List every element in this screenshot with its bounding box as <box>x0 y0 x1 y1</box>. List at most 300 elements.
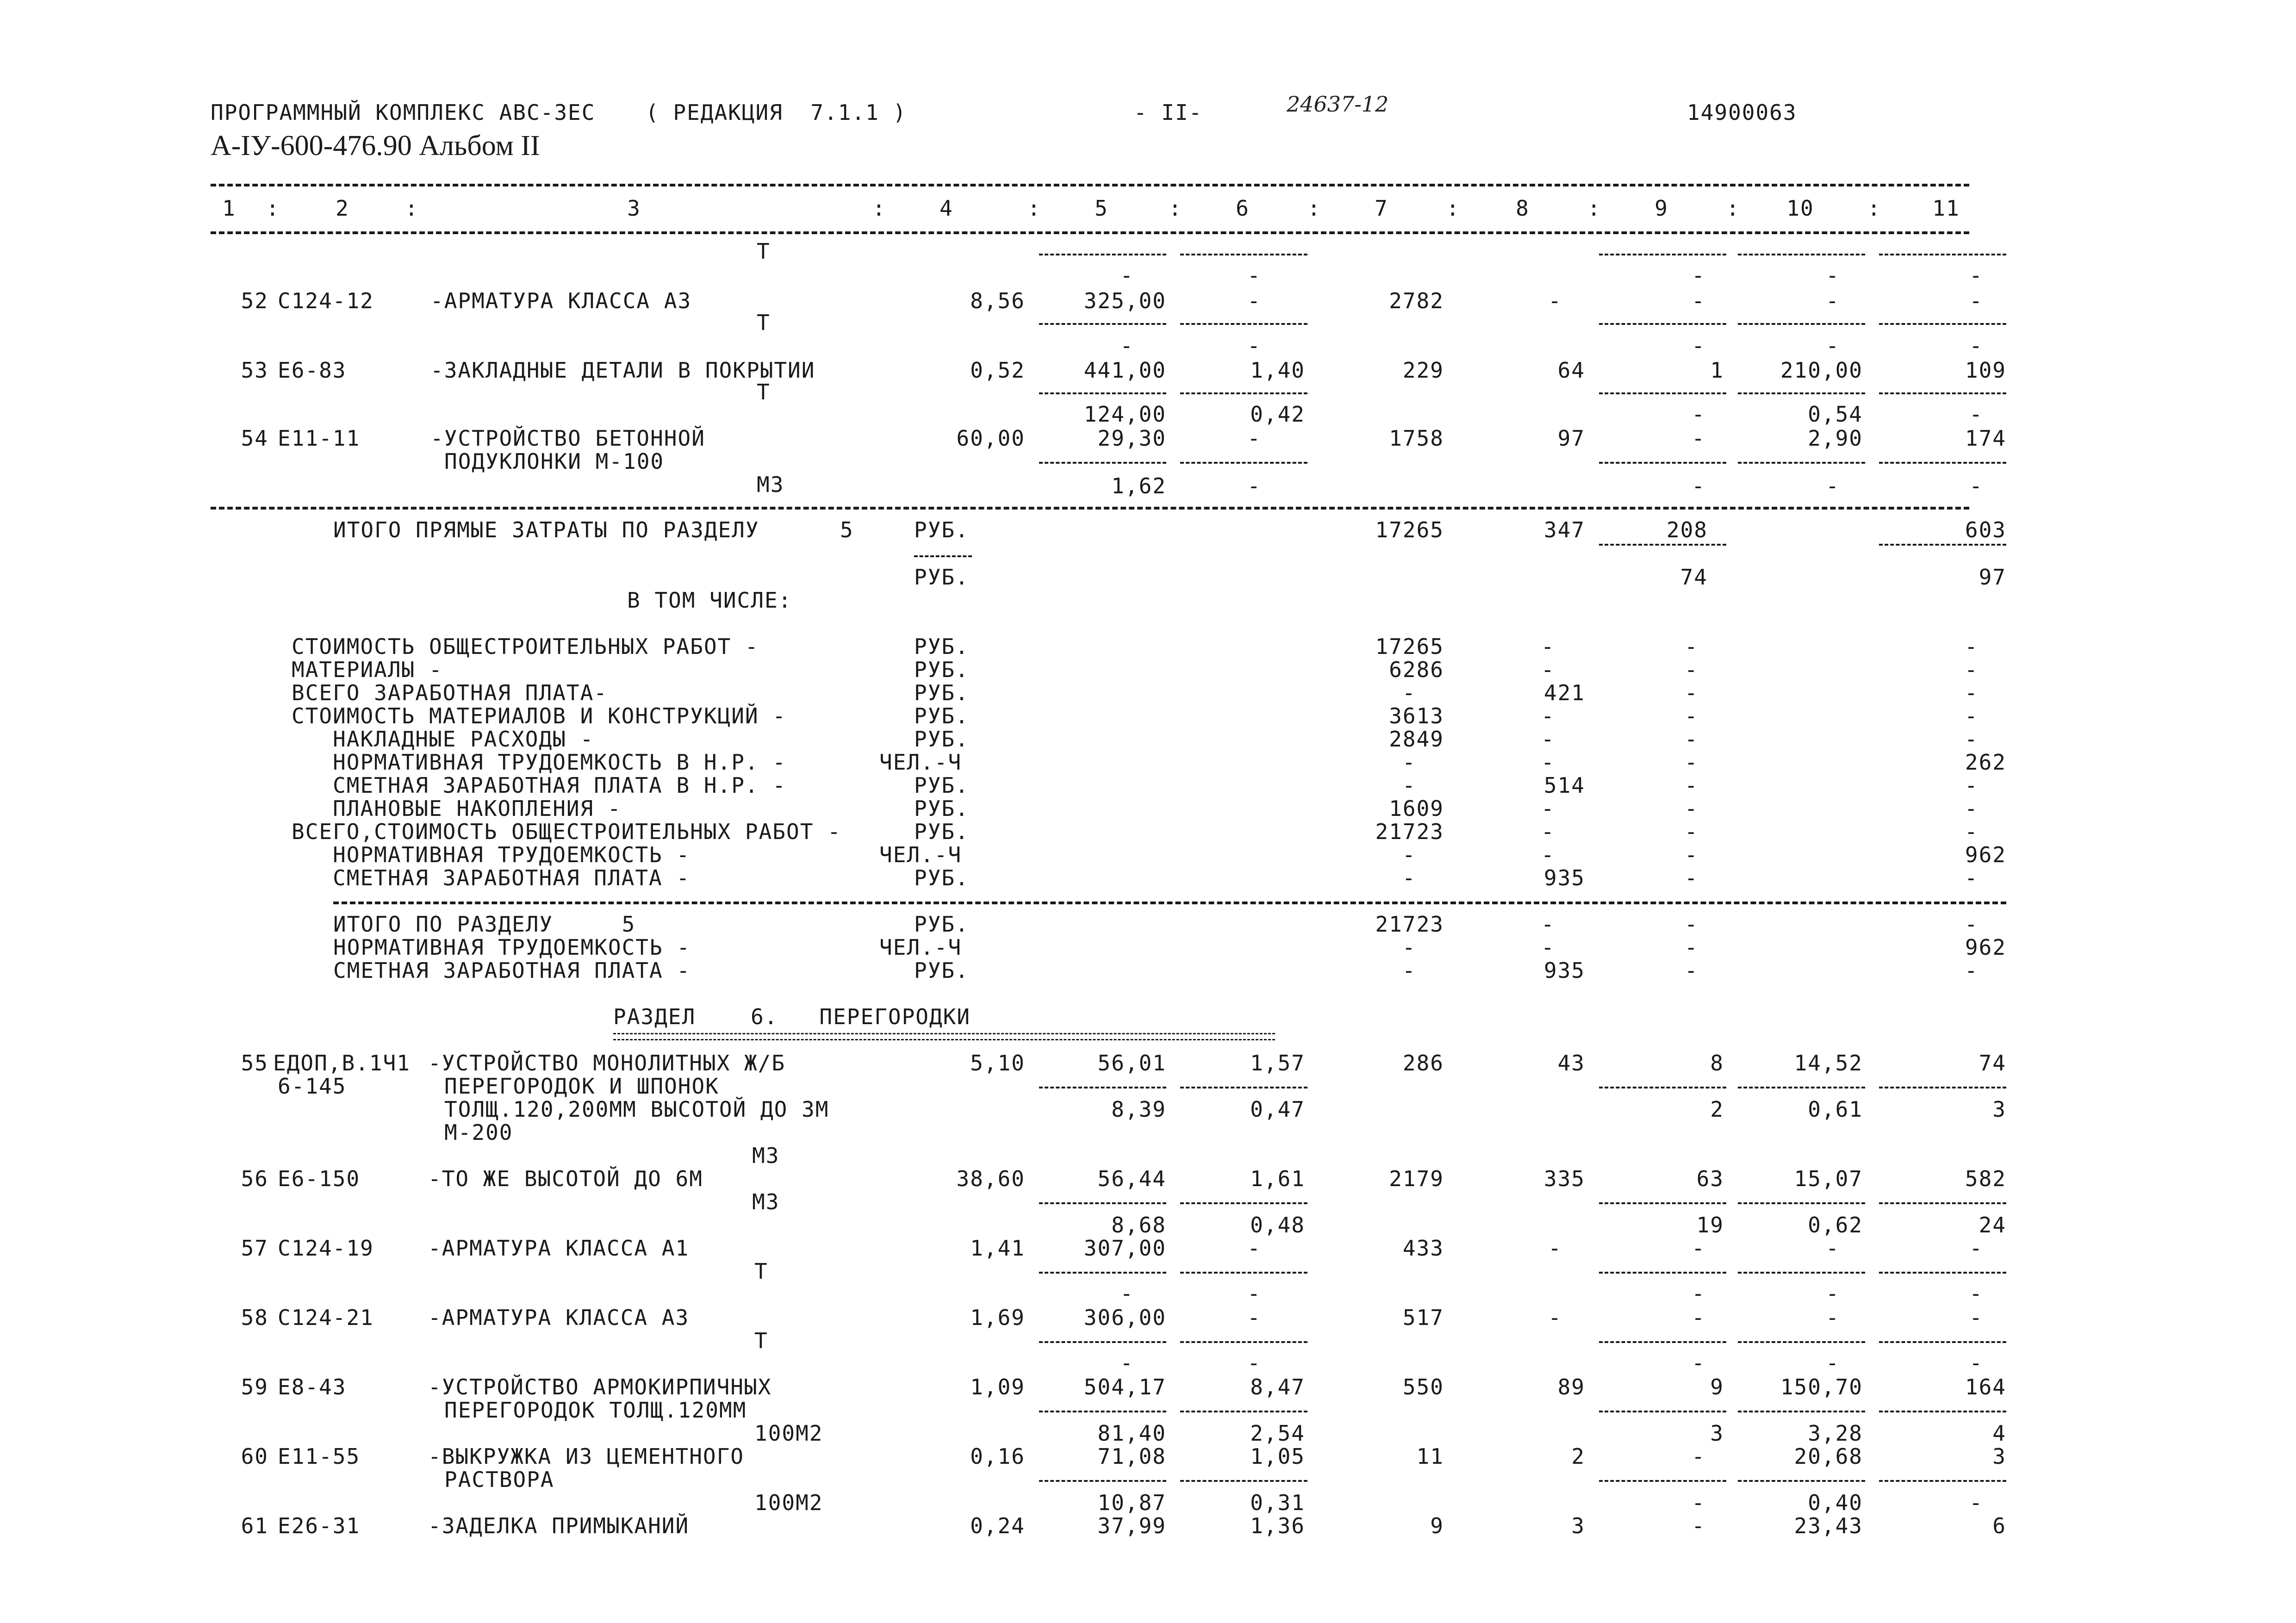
breakdown-c7: 21723 <box>1375 819 1444 844</box>
row-unit-cost: 441,00 <box>1083 358 1166 383</box>
cell-rule <box>1599 323 1726 325</box>
cell-rule <box>1879 254 2006 255</box>
row-number: 59 <box>241 1374 268 1399</box>
dash: - <box>1247 263 1261 288</box>
col-sep: : <box>1726 196 1740 221</box>
section-heading: РАЗДЕЛ 6. ПЕРЕГОРОДКИ <box>613 1004 971 1029</box>
col-4: 4 <box>940 196 953 221</box>
col-sep: : <box>1446 196 1460 221</box>
breakdown-unit: РУБ. <box>914 865 969 890</box>
cell-rule <box>1599 544 1726 546</box>
dash: - <box>1692 1350 1705 1375</box>
row-description: -ЗАКЛАДНЫЕ ДЕТАЛИ В ПОКРЫТИИ <box>430 358 815 383</box>
breakdown-c9: - <box>1685 842 1699 867</box>
breakdown-c9: - <box>1685 634 1699 659</box>
dash: - <box>1692 1490 1705 1515</box>
cell-rule <box>1879 1272 2006 1274</box>
row-total-cost: 517 <box>1402 1305 1444 1330</box>
breakdown-c7: - <box>1402 773 1416 798</box>
breakdown-c8: - <box>1541 727 1555 752</box>
section-total-unit: ЧЕЛ.-Ч <box>879 935 962 960</box>
breakdown-unit: РУБ. <box>914 680 969 705</box>
total-c9: 208 <box>1666 517 1708 542</box>
total-c9: 74 <box>1680 565 1708 590</box>
cell-rule <box>1180 392 1307 394</box>
row-sub-c5: 81,40 <box>1097 1421 1166 1446</box>
row-total-cost: 2179 <box>1389 1166 1444 1191</box>
cell-rule <box>1180 1480 1307 1482</box>
row-c10: 2,90 <box>1808 426 1863 451</box>
cell-rule <box>1039 392 1166 394</box>
col-9: 9 <box>1655 196 1668 221</box>
cell-rule <box>1039 1341 1166 1343</box>
row-unit-cost: 56,44 <box>1097 1166 1166 1191</box>
cell-rule <box>1879 1341 2006 1343</box>
cell-rule <box>1879 392 2006 394</box>
dash: - <box>1969 263 1983 288</box>
col-5: 5 <box>1095 196 1108 221</box>
dash: - <box>1247 473 1261 498</box>
dash: - <box>1969 288 1983 313</box>
cell-rule <box>1879 323 2006 325</box>
row-sub-c5: 124,00 <box>1083 402 1166 427</box>
breakdown-c9: - <box>1685 727 1699 752</box>
total-c7: 17265 <box>1375 517 1444 542</box>
cell-rule <box>1599 1202 1726 1204</box>
dash: - <box>1826 263 1840 288</box>
cell-rule <box>1738 323 1865 325</box>
breakdown-c7: 6286 <box>1389 657 1444 682</box>
breakdown-c11: 262 <box>1965 750 2006 775</box>
row-unit-cost: 29,30 <box>1097 426 1166 451</box>
cell-rule <box>1039 462 1166 464</box>
col-6: 6 <box>1236 196 1250 221</box>
section-total-label: ИТОГО ПО РАЗДЕЛУ 5 <box>333 912 636 937</box>
cell-rule <box>1879 1087 2006 1088</box>
header-rule-bottom <box>211 231 1969 234</box>
row-unit: Т <box>757 310 771 335</box>
row-unit: Т <box>754 1259 768 1284</box>
section-total-c7: - <box>1402 958 1416 983</box>
breakdown-c8: 514 <box>1543 773 1585 798</box>
row-total-cost: 2782 <box>1389 288 1444 313</box>
total-c11: 603 <box>1965 517 2006 542</box>
col-sep: : <box>1307 196 1321 221</box>
row-total-cost: 550 <box>1402 1374 1444 1399</box>
cell-rule <box>1180 323 1307 325</box>
dash: - <box>1692 1305 1705 1330</box>
row-number: 61 <box>241 1513 268 1538</box>
col-sep: : <box>266 196 280 221</box>
row-total-cost: 11 <box>1416 1444 1444 1469</box>
breakdown-c8: - <box>1541 842 1555 867</box>
total-unit: РУБ. <box>914 565 969 590</box>
row-c11: 109 <box>1965 358 2006 383</box>
breakdown-unit: РУБ. <box>914 819 969 844</box>
section-total-c11: 962 <box>1965 935 2006 960</box>
cell-rule <box>1039 1411 1166 1412</box>
dash: - <box>1826 1281 1840 1306</box>
row-unit: Т <box>757 379 771 404</box>
row-description: ПОДУКЛОНКИ М-100 <box>444 449 665 474</box>
row-quantity: 0,52 <box>970 358 1025 383</box>
row-unit: Т <box>754 1328 768 1353</box>
row-description: -УСТРОЙСТВО МОНОЛИТНЫХ Ж/Б <box>428 1051 786 1076</box>
row-c10: 210,00 <box>1780 358 1863 383</box>
dash: - <box>1247 1281 1261 1306</box>
dash: - <box>1826 1305 1840 1330</box>
cell-rule <box>1738 1087 1865 1088</box>
col-sep: : <box>1027 196 1041 221</box>
dash: - <box>1120 263 1134 288</box>
section-total-label: НОРМАТИВНАЯ ТРУДОЕМКОСТЬ - <box>333 935 691 960</box>
cell-rule <box>1180 1341 1307 1343</box>
col-sep: : <box>405 196 419 221</box>
breakdown-unit: РУБ. <box>914 634 969 659</box>
row-sub-c9: 3 <box>1710 1421 1724 1446</box>
breakdown-label: НОРМАТИВНАЯ ТРУДОЕМКОСТЬ В Н.Р. - <box>292 750 786 775</box>
row-quantity: 1,41 <box>970 1236 1025 1261</box>
section-total-c9: - <box>1685 935 1699 960</box>
section-total-c7: 21723 <box>1375 912 1444 937</box>
breakdown-c11: - <box>1965 657 1979 682</box>
album-title: А-IУ-600-476.90 Альбом II <box>211 130 540 162</box>
row-code: 6-145 <box>278 1074 347 1099</box>
row-quantity: 38,60 <box>956 1166 1025 1191</box>
breakdown-c8: 421 <box>1543 680 1585 705</box>
row-unit: М3 <box>752 1143 780 1168</box>
breakdown-c11: - <box>1965 819 1979 844</box>
dash: - <box>1826 1350 1840 1375</box>
cell-rule <box>1039 1087 1166 1088</box>
breakdown-label: НОРМАТИВНАЯ ТРУДОЕМКОСТЬ - <box>292 842 691 867</box>
cell-rule <box>1599 1087 1726 1088</box>
breakdown-unit: РУБ. <box>914 703 969 728</box>
row-c11: 164 <box>1965 1374 2006 1399</box>
dash: - <box>1692 473 1705 498</box>
breakdown-c7: 1609 <box>1389 796 1444 821</box>
row-c6: 1,61 <box>1250 1166 1305 1191</box>
row-sub-c6: 0,31 <box>1250 1490 1305 1515</box>
row-c8: 335 <box>1543 1166 1585 1191</box>
row-c6: 1,40 <box>1250 358 1305 383</box>
row-code: Е6-150 <box>278 1166 361 1191</box>
col-11: 11 <box>1932 196 1960 221</box>
dash: - <box>1969 1236 1983 1261</box>
dash: - <box>1969 402 1983 427</box>
row-unit-cost: 37,99 <box>1097 1513 1166 1538</box>
col-3: 3 <box>627 196 641 221</box>
section-total-c9: - <box>1685 912 1699 937</box>
dash: - <box>1247 288 1261 313</box>
row-total-cost: 229 <box>1402 358 1444 383</box>
row-c9: 8 <box>1710 1051 1724 1076</box>
row-description: -ВЫКРУЖКА ИЗ ЦЕМЕНТНОГО <box>428 1444 744 1469</box>
cell-rule <box>1599 1272 1726 1274</box>
row-code: С124-12 <box>278 288 374 313</box>
row-number: 55 <box>241 1051 268 1076</box>
section-heading-underline <box>613 1033 1275 1040</box>
row-c6: 8,47 <box>1250 1374 1305 1399</box>
breakdown-unit: ЧЕЛ.-Ч <box>879 750 962 775</box>
row-total-cost: 9 <box>1430 1513 1444 1538</box>
cell-rule <box>1879 1480 2006 1482</box>
breakdown-c7: 2849 <box>1389 727 1444 752</box>
cell-rule <box>1039 1272 1166 1274</box>
row-description: -АРМАТУРА КЛАССА А1 <box>428 1236 690 1261</box>
row-c8: 64 <box>1557 358 1585 383</box>
cell-rule <box>1738 1272 1865 1274</box>
dash: - <box>1826 1236 1840 1261</box>
dash: - <box>1247 333 1261 358</box>
section-total-c8: 935 <box>1543 958 1585 983</box>
row-quantity: 1,09 <box>970 1374 1025 1399</box>
breakdown-c8: - <box>1541 750 1555 775</box>
breakdown-unit: РУБ. <box>914 796 969 821</box>
row-unit-cost: 325,00 <box>1083 288 1166 313</box>
breakdown-c11: - <box>1965 773 1979 798</box>
dash: - <box>1969 1350 1983 1375</box>
row-quantity: 1,69 <box>970 1305 1025 1330</box>
dash: - <box>1548 288 1562 313</box>
row-sub-c10: 0,61 <box>1808 1097 1863 1122</box>
row-quantity: 0,16 <box>970 1444 1025 1469</box>
row-sub-c10: 0,40 <box>1808 1490 1863 1515</box>
cell-rule <box>1599 392 1726 394</box>
section-total-label: СМЕТНАЯ ЗАРАБОТНАЯ ПЛАТА - <box>333 958 691 983</box>
row-sub-c10: 3,28 <box>1808 1421 1863 1446</box>
row-c10: 14,52 <box>1794 1051 1863 1076</box>
total-unit: РУБ. <box>914 517 969 542</box>
row-description: ПЕРЕГОРОДОК И ШПОНОК <box>444 1074 719 1099</box>
row-c10: 15,07 <box>1794 1166 1863 1191</box>
row-number: 54 <box>241 426 268 451</box>
breakdown-label: ВСЕГО,СТОИМОСТЬ ОБЩЕСТРОИТЕЛЬНЫХ РАБОТ - <box>292 819 841 844</box>
row-total-cost: 433 <box>1402 1236 1444 1261</box>
dash: - <box>1826 288 1840 313</box>
cell-rule <box>1039 254 1166 255</box>
row-sub-c9: 19 <box>1696 1213 1724 1237</box>
section-total-unit: РУБ. <box>914 958 969 983</box>
dash: - <box>1692 402 1705 427</box>
breakdown-c8: - <box>1541 796 1555 821</box>
row-c10: 150,70 <box>1780 1374 1863 1399</box>
breakdown-c7: 17265 <box>1375 634 1444 659</box>
row-sub-c5: 8,68 <box>1111 1213 1166 1237</box>
dash: - <box>1969 1490 1983 1515</box>
col-10: 10 <box>1786 196 1814 221</box>
row-code: Е8-43 <box>278 1374 347 1399</box>
row-c10: 20,68 <box>1794 1444 1863 1469</box>
breakdown-c7: - <box>1402 680 1416 705</box>
row-sub-c11: 4 <box>1992 1421 2006 1446</box>
breakdown-label: ПЛАНОВЫЕ НАКОПЛЕНИЯ - <box>292 796 622 821</box>
dash: - <box>1969 473 1983 498</box>
row-unit-cost: 306,00 <box>1083 1305 1166 1330</box>
dash: - <box>1692 1281 1705 1306</box>
row-description: РАСТВОРА <box>444 1467 554 1492</box>
row-number: 56 <box>241 1166 268 1191</box>
breakdown-c9: - <box>1685 680 1699 705</box>
dash: - <box>1120 1350 1134 1375</box>
breakdown-c7: 3613 <box>1389 703 1444 728</box>
breakdown-unit: РУБ. <box>914 727 969 752</box>
breakdown-c9: - <box>1685 657 1699 682</box>
cell-rule <box>1180 462 1307 464</box>
row-total-cost: 1758 <box>1389 426 1444 451</box>
breakdown-unit: РУБ. <box>914 657 969 682</box>
doc-code: 14900063 <box>1687 100 1797 125</box>
breakdown-c7: - <box>1402 842 1416 867</box>
page-number: - II- <box>1134 100 1203 125</box>
row-c8: 97 <box>1557 426 1585 451</box>
row-quantity: 5,10 <box>970 1051 1025 1076</box>
row-description: -УСТРОЙСТВО АРМОКИРПИЧНЫХ <box>428 1374 772 1399</box>
breakdown-c7: - <box>1402 750 1416 775</box>
breakdown-c9: - <box>1685 750 1699 775</box>
breakdown-c9: - <box>1685 819 1699 844</box>
total-c8: 347 <box>1543 517 1585 542</box>
edition: ( РЕДАКЦИЯ 7.1.1 ) <box>646 100 907 125</box>
cell-rule <box>1738 462 1865 464</box>
breakdown-c11: - <box>1965 680 1979 705</box>
total-label: ИТОГО ПРЯМЫЕ ЗАТРАТЫ ПО РАЗДЕЛУ <box>333 517 759 542</box>
dash: - <box>1247 426 1261 451</box>
row-description: -АРМАТУРА КЛАССА А3 <box>430 288 692 313</box>
dash: - <box>1247 1236 1261 1261</box>
breakdown-label: НАКЛАДНЫЕ РАСХОДЫ - <box>292 727 594 752</box>
header-rule-top <box>211 184 1969 187</box>
row-sub-c10: 0,54 <box>1808 402 1863 427</box>
row-c11: 6 <box>1992 1513 2006 1538</box>
breakdown-c9: - <box>1685 773 1699 798</box>
breakdown-c11: - <box>1965 796 1979 821</box>
cell-rule <box>1180 1087 1307 1088</box>
row-code: Е11-11 <box>278 426 361 451</box>
row-code: ЕДОП,В.1Ч1 <box>273 1051 411 1076</box>
row-c6: 1,36 <box>1250 1513 1305 1538</box>
row-code: С124-19 <box>278 1236 374 1261</box>
row-c6: 1,57 <box>1250 1051 1305 1076</box>
dash: - <box>1120 333 1134 358</box>
col-sep: : <box>1587 196 1601 221</box>
breakdown-c11: - <box>1965 727 1979 752</box>
row-unit-cost: 56,01 <box>1097 1051 1166 1076</box>
dash: - <box>1120 1281 1134 1306</box>
row-c11: 74 <box>1979 1051 2006 1076</box>
dash: - <box>1692 426 1705 451</box>
row-sub-c6: 0,48 <box>1250 1213 1305 1237</box>
row-c9: 63 <box>1696 1166 1724 1191</box>
row-code: Е6-83 <box>278 358 347 383</box>
breakdown-c8: - <box>1541 657 1555 682</box>
cell-rule <box>1039 1480 1166 1482</box>
row-c9: 9 <box>1710 1374 1724 1399</box>
dash: - <box>1692 1513 1705 1538</box>
row-quantity: 0,24 <box>970 1513 1025 1538</box>
cell-rule <box>1879 1411 2006 1412</box>
cell-rule <box>1599 254 1726 255</box>
row-number: 58 <box>241 1305 268 1330</box>
row-sub-c11: 3 <box>1992 1097 2006 1122</box>
section-total-c7: - <box>1402 935 1416 960</box>
row-c9: 1 <box>1710 358 1724 383</box>
col-8: 8 <box>1516 196 1530 221</box>
row-c11: 174 <box>1965 426 2006 451</box>
dash: - <box>1692 333 1705 358</box>
row-c8: 3 <box>1571 1513 1585 1538</box>
section-rule <box>211 507 1969 510</box>
row-unit: 100М2 <box>754 1421 823 1446</box>
dash: - <box>1692 263 1705 288</box>
row-unit-cost: 504,17 <box>1083 1374 1166 1399</box>
section-rule <box>333 902 2006 904</box>
unit-label: Т <box>757 239 771 264</box>
dash: - <box>1247 1305 1261 1330</box>
row-code: Е26-31 <box>278 1513 361 1538</box>
cell-rule <box>1738 1480 1865 1482</box>
cell-rule <box>1039 323 1166 325</box>
row-c11: 582 <box>1965 1166 2006 1191</box>
row-code: Е11-55 <box>278 1444 361 1469</box>
row-description: М-200 <box>444 1120 513 1145</box>
dash: - <box>1692 288 1705 313</box>
breakdown-label: СМЕТНАЯ ЗАРАБОТНАЯ ПЛАТА - <box>292 865 691 890</box>
cell-rule <box>1180 254 1307 255</box>
dash: - <box>1826 473 1840 498</box>
cell-rule <box>1180 1272 1307 1274</box>
row-number: 57 <box>241 1236 268 1261</box>
cell-rule <box>1738 1411 1865 1412</box>
row-sub-c10: 0,62 <box>1808 1213 1863 1237</box>
row-sub-c11: 24 <box>1979 1213 2006 1237</box>
breakdown-label: СТОИМОСТЬ ОБЩЕСТРОИТЕЛЬНЫХ РАБОТ - <box>292 634 759 659</box>
row-description: -УСТРОЙСТВО БЕТОННОЙ <box>430 426 705 451</box>
row-sub-c6: 0,47 <box>1250 1097 1305 1122</box>
cell-rule <box>1599 1480 1726 1482</box>
cell-rule <box>1738 1202 1865 1204</box>
breakdown-c11: - <box>1965 634 1979 659</box>
section-total-c8: - <box>1541 912 1555 937</box>
cell-rule <box>1738 392 1865 394</box>
row-c6: 1,05 <box>1250 1444 1305 1469</box>
col-2: 2 <box>336 196 349 221</box>
breakdown-c7: - <box>1402 865 1416 890</box>
section-total-c8: - <box>1541 935 1555 960</box>
row-unit: М3 <box>752 1189 780 1214</box>
row-sub-c5: 10,87 <box>1097 1490 1166 1515</box>
row-sub-c5: 8,39 <box>1111 1097 1166 1122</box>
cell-rule <box>1738 254 1865 255</box>
breakdown-c11: - <box>1965 703 1979 728</box>
breakdown-label: СТОИМОСТЬ МАТЕРИАЛОВ И КОНСТРУКЦИЙ - <box>292 703 786 728</box>
row-sub-c6: 2,54 <box>1250 1421 1305 1446</box>
dash: - <box>1548 1236 1562 1261</box>
row-description: ТОЛЩ.120,200ММ ВЫСОТОЙ ДО 3М <box>444 1097 829 1122</box>
cell-rule <box>1879 544 2006 546</box>
row-unit-cost: 71,08 <box>1097 1444 1166 1469</box>
row-description: -ЗАДЕЛКА ПРИМЫКАНИЙ <box>428 1513 690 1538</box>
row-sub-c6: 0,42 <box>1250 402 1305 427</box>
breakdown-c9: - <box>1685 865 1699 890</box>
cell-rule <box>1180 1411 1307 1412</box>
cell-rule <box>1599 1411 1726 1412</box>
dash: - <box>1969 1281 1983 1306</box>
row-total-cost: 286 <box>1402 1051 1444 1076</box>
cell-rule <box>1180 1202 1307 1204</box>
cell-rule <box>1879 1202 2006 1204</box>
row-c8: 43 <box>1557 1051 1585 1076</box>
